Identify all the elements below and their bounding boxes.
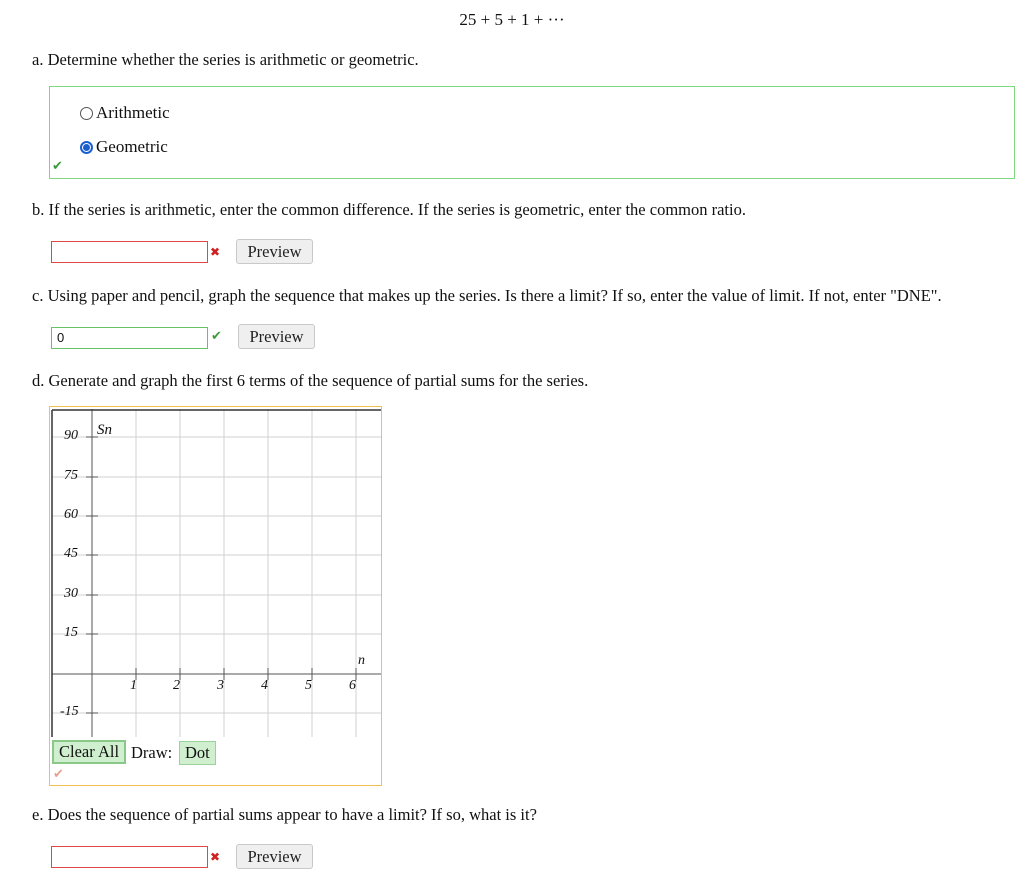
preview-button-e[interactable]: Preview (236, 844, 313, 869)
x-tick-label: 3 (217, 678, 224, 693)
y-tick-label: 75 (64, 468, 78, 483)
x-tick-label: 4 (261, 678, 268, 693)
answer-e-input[interactable] (51, 846, 208, 868)
question-e: e. Does the sequence of partial sums appear to have a limit? If so, what is it? (32, 805, 537, 824)
series-expression: 25 + 5 + 1 + ··· (459, 10, 565, 29)
answer-b-input[interactable] (51, 241, 208, 263)
answer-c-input[interactable]: 0 (51, 327, 208, 349)
x-tick-label: 6 (349, 678, 356, 693)
y-tick-label: 60 (64, 507, 78, 522)
preview-button-c[interactable]: Preview (238, 324, 315, 349)
dot-tool-button[interactable]: Dot (179, 741, 216, 765)
y-axis-label: Sn (97, 422, 112, 438)
partial-sums-graph-panel (49, 406, 382, 786)
draw-label: Draw: (131, 743, 173, 762)
x-axis-label: n (358, 653, 365, 668)
clear-all-button[interactable]: Clear All (52, 740, 126, 764)
graph-canvas[interactable] (50, 407, 381, 785)
arithmetic-radio[interactable] (80, 107, 93, 120)
incorrect-x-icon: ✖ (210, 850, 221, 864)
option-arithmetic-label[interactable]: Arithmetic (96, 103, 170, 122)
option-geometric-label[interactable]: Geometric (96, 137, 168, 156)
correct-check-icon: ✔ (52, 159, 63, 174)
incorrect-x-icon: ✖ (210, 245, 221, 259)
y-tick-label: 90 (64, 428, 78, 443)
y-tick-label: 45 (64, 546, 78, 561)
geometric-radio[interactable] (80, 141, 93, 154)
question-c: c. Using paper and pencil, graph the sequence that makes up the series. Is there a limit? If so, enter the value of limit. If not, enter "DNE". (32, 286, 942, 305)
y-tick-label: 15 (64, 625, 78, 640)
x-tick-label: 2 (173, 678, 180, 693)
question-b: b. If the series is arithmetic, enter the common difference. If the series is geometric, enter the common ratio. (32, 200, 746, 219)
x-tick-label: 1 (130, 678, 137, 693)
option-geometric[interactable] (80, 137, 168, 157)
preview-button-b[interactable]: Preview (236, 239, 313, 264)
correct-check-icon: ✔ (211, 329, 222, 344)
option-arithmetic[interactable] (80, 103, 170, 123)
question-a: a. Determine whether the series is arithmetic or geometric. (32, 50, 419, 69)
y-tick-label: -15 (60, 704, 79, 719)
check-icon: ✔ (53, 767, 64, 782)
x-tick-label: 5 (305, 678, 312, 693)
y-tick-label: 30 (64, 586, 78, 601)
question-d: d. Generate and graph the first 6 terms of the sequence of partial sums for the series. (32, 371, 589, 390)
answer-a-radio-group (49, 86, 1015, 179)
